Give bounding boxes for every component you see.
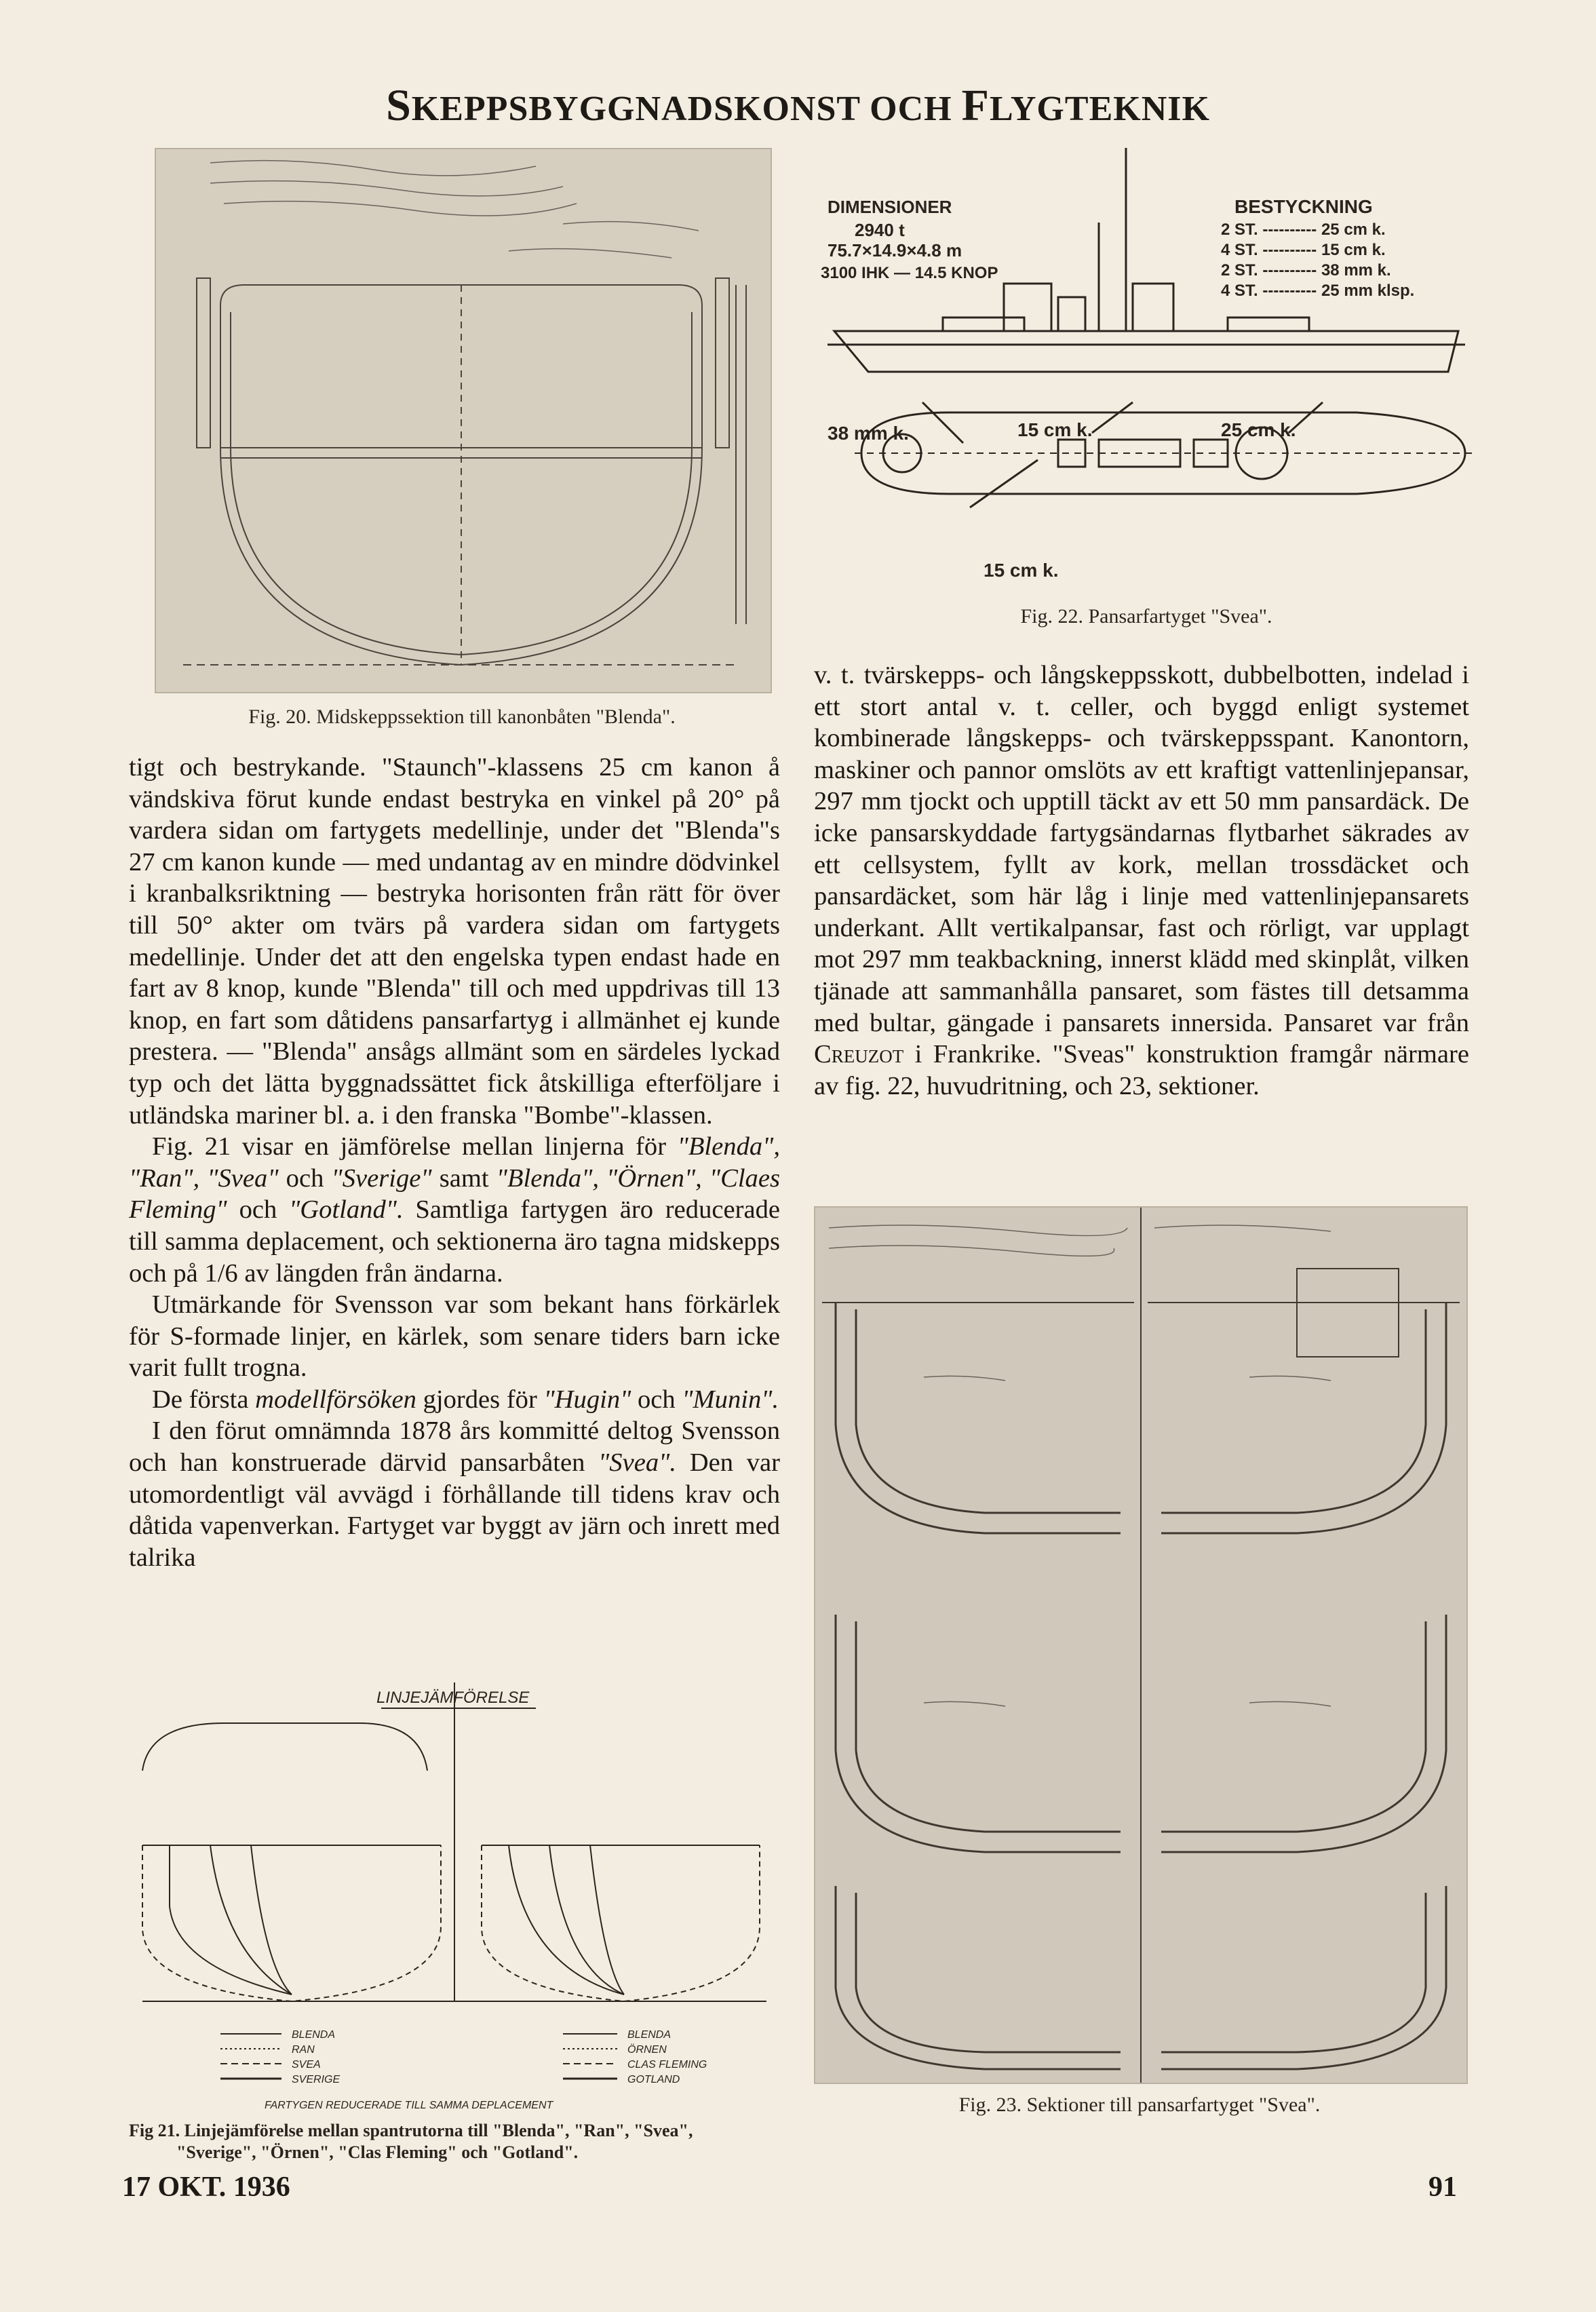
legend-right-4: GOTLAND bbox=[627, 2074, 680, 2085]
plan-label-15cm-top: 15 cm k. bbox=[1017, 419, 1093, 440]
plan-label-15cm-bottom: 15 cm k. bbox=[984, 560, 1059, 581]
dimensions-line-2: 75.7×14.9×4.8 m bbox=[828, 240, 962, 261]
fig22-image bbox=[814, 148, 1479, 596]
fig21-caption bbox=[129, 2120, 780, 2163]
left-paragraph-2: Fig. 21 visar en jämförelse mellan linjerna för "Blenda", "Ran", "Svea" och "Sverige" samt "Blenda", "Örnen", "Claes Fleming" och "Gotland". Samtliga fartygen äro reducerade till samma deplacement, och sektionerna äro tagna midskepps och på 1/6 av längden från ändarna. bbox=[129, 1132, 780, 1288]
right-column bbox=[814, 659, 1469, 1102]
page-header bbox=[0, 80, 1596, 132]
fig23-caption: Fig. 23. Sektioner till pansarfartyget "Svea". bbox=[958, 2094, 1321, 2116]
fig21-caption-line-2: "Sverige", "Örnen", "Clas Fleming" och "Gotland". bbox=[176, 2142, 579, 2162]
left-paragraph-3: Utmärkande för Svensson var som bekant hans förkärlek för S-formade linjer, en kärlek, som senare tiders barn icke varit fullt trogna. bbox=[129, 1290, 780, 1383]
fig20-drawing bbox=[156, 149, 771, 692]
footer-date: 17 OKT. 1936 bbox=[122, 2172, 290, 2203]
plan-label-38mm: 38 mm k. bbox=[828, 423, 909, 444]
left-paragraph-4: De första modellförsöken gjordes för "Hugin" och "Munin". bbox=[152, 1385, 779, 1414]
fig22-caption: Fig. 22. Pansarfartyget "Svea". bbox=[1020, 605, 1272, 628]
fig20-caption: Fig. 20. Midskeppssektion till kanonbåten "Blenda". bbox=[248, 706, 676, 728]
fig21-title: LINJEJÄMFÖRELSE bbox=[376, 1689, 530, 1707]
header-initial-2: F bbox=[961, 81, 990, 130]
fig23-drawing bbox=[815, 1208, 1466, 2083]
fig21-caption-line-1: Fig 21. Linjejämförelse mellan spantrutorna till "Blenda", "Ran", "Svea", bbox=[129, 2121, 693, 2140]
plan-label-25cm: 25 cm k. bbox=[1221, 419, 1296, 440]
header-part-2: LYGTEKNIK bbox=[989, 90, 1210, 128]
legend-right-1: BLENDA bbox=[627, 2029, 672, 2041]
fig23-image bbox=[814, 1206, 1468, 2084]
fig21-image bbox=[129, 1682, 780, 2117]
armament-line-2: 4 ST. ---------- 15 cm k. bbox=[1221, 241, 1386, 259]
dimensions-title: DIMENSIONER bbox=[828, 197, 952, 217]
right-paragraph-1: v. t. tvärskepps- och långskeppsskott, dubbelbotten, indelad i ett stort antal v. t. celler, och byggd enligt systemet kombinerade långskepps- och tvärskeppsspant. Kanontorn, maskiner och pannor omslöts av ett kraftigt vattenlinjepansar, 297 mm tjockt och upptill täckt av ett 50 mm pansardäck. De icke pansarskyddade fartygsändarnas flytbarhet säkrades av ett cellsystem, fyllt av kork, mellan trossdäcket och pansardäcket, som här låg i linje med vattenlinjepansarets underkant. Allt vertikalpansar, fast och rörligt, var upplagt mot 297 mm teakbackning, innerst klädd med skinplåt, vilken tjänade att sammanhålla pansaret, som fästes till detsamma med bultar, gängade i pansarets innersida. Pansaret var från Creuzot i Frankrike. "Sveas" konstruktion framgår närmare av fig. 22, huvudritning, och 23, sektioner. bbox=[814, 661, 1469, 1100]
fig21-drawing bbox=[129, 1682, 780, 2117]
legend-left-1: BLENDA bbox=[292, 2029, 336, 2041]
fig21-footnote: FARTYGEN REDUCERADE TILL SAMMA DEPLACEMENT bbox=[265, 2100, 553, 2111]
fig20-image bbox=[155, 148, 772, 693]
armament-line-1: 2 ST. ---------- 25 cm k. bbox=[1221, 220, 1386, 239]
legend-right-3: CLAS FLEMING bbox=[627, 2059, 707, 2070]
dimensions-line-1: 2940 t bbox=[855, 220, 905, 240]
header-part-1: KEPPSBYGGNADSKONST OCH bbox=[411, 90, 962, 128]
legend-right-2: ÖRNEN bbox=[627, 2044, 667, 2056]
armament-title: BESTYCKNING bbox=[1234, 196, 1373, 217]
left-paragraph-5: I den förut omnämnda 1878 års kommitté deltog Svensson och han konstruerade därvid pansarbåten "Svea". Den var utomordentligt väl avvägd i förhållande till tidens krav och dåtida vapenverkan. Fartyget var byggt av järn och inrett med talrika bbox=[129, 1417, 780, 1572]
armament-line-3: 2 ST. ---------- 38 mm k. bbox=[1221, 261, 1391, 280]
legend-left-2: RAN bbox=[292, 2044, 315, 2056]
legend-left-4: SVERIGE bbox=[292, 2074, 340, 2085]
left-paragraph-1: tigt och bestrykande. "Staunch"-klassens 25 cm kanon å vändskiva förut kunde endast bestryka en vinkel på 20° på vardera sidan om fartygets medellinje, under det "Blenda"s 27 cm kanon kunde — med undantag av en mindre dödvinkel i kranbalksriktning — bestryka horisonten från rätt för över till 50° akter om tvärs på vardera sidan om fartygets medellinje. Under det att den engelska typen endast hade en fart av 8 knop, kunde "Blenda" till och med uppdrivas till 13 knop, en fart som dåtidens pansarfartyg i allmänhet ej kunde prestera. — "Blenda" ansågs allmänt som en särdeles lyckad typ och det lätta byggnadssättet fick åtskilliga efterföljare i utländska mariner bl. a. i den franska "Bombe"-klassen. bbox=[129, 753, 780, 1130]
armament-line-4: 4 ST. ---------- 25 mm klsp. bbox=[1221, 282, 1415, 300]
fig22-drawing bbox=[814, 148, 1479, 596]
dimensions-line-3: 3100 IHK — 14.5 KNOP bbox=[821, 264, 998, 282]
legend-left-3: SVEA bbox=[292, 2059, 321, 2070]
header-initial-1: S bbox=[386, 81, 412, 130]
page-number: 91 bbox=[1428, 2172, 1457, 2203]
left-column bbox=[129, 752, 780, 1573]
